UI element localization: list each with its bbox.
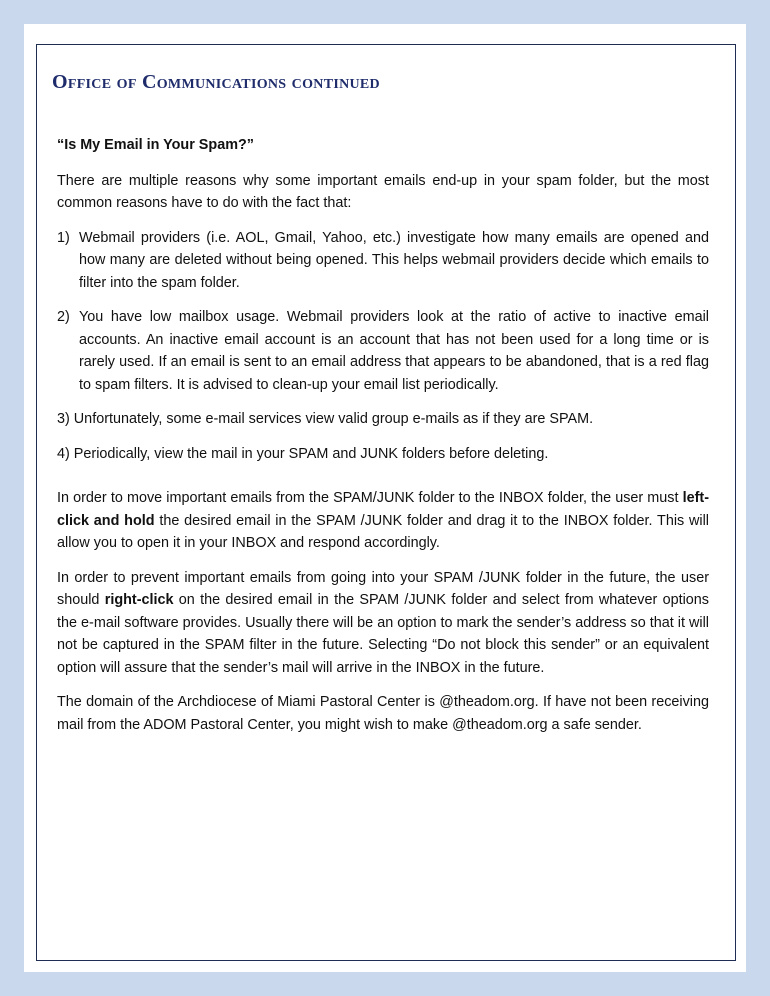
list-number: 1)	[57, 229, 70, 246]
move-bold-term: left-click and hold	[57, 490, 709, 529]
list-number: 2)	[57, 309, 70, 325]
intro-paragraph: There are multiple reasons why some important emails end-up in your spam folder, but the most common reasons have to do with the fact that:	[57, 172, 709, 211]
prevent-text-end: on the desired email in the SPAM /JUNK folder and select from whatever options the e-mail software provides. Usually there will be an option to mark the sender’s address so that it will not be captured in the SPAM filter in the future. Selecting “Do not block this sender” or an equivalent option will assure that the sender’s mail will arrive in the INBOX in the future.	[57, 592, 710, 676]
list-text: Webmail providers (i.e. AOL, Gmail, Yahoo, etc.) investigate how many emails are opened and how many are deleted without being opened. This helps webmail providers decide which emails to filter into the spam folder.	[79, 229, 709, 291]
page-title: Office of Communications continued	[52, 71, 380, 93]
list-item-3: 3) Unfortunately, some e-mail services view valid group e-mails as if they are SPAM.	[57, 411, 594, 427]
list-item	[57, 227, 709, 295]
section-heading: “Is My Email in Your Spam?”	[57, 137, 254, 153]
move-text-start: In order to move important emails from the SPAM/JUNK folder to the INBOX folder, the user must	[57, 490, 683, 506]
domain-paragraph: The domain of the Archdiocese of Miami Pastoral Center is @theadom.org. If have not been receiving mail from the ADOM Pastoral Center, you might wish to make @theadom.org a safe sender.	[57, 694, 709, 733]
prevent-bold-term: right-click	[104, 592, 174, 608]
article-body	[57, 134, 709, 748]
prevent-spam-paragraph	[57, 567, 709, 680]
list-text: You have low mailbox usage. Webmail providers look at the ratio of active to inactive email accounts. An inactive email account is an account that has not been used for a long time or is rarely used. If an email is sent to an email address that appears to be abandoned, that is a red flag to spam filters. It is advised to clean-up your email list periodically.	[79, 309, 709, 393]
list-item-4: 4) Periodically, view the mail in your SPAM and JUNK folders before deleting.	[57, 445, 549, 462]
move-email-paragraph	[57, 487, 709, 555]
prevent-text-start: In order to prevent important emails from going into your SPAM /JUNK folder in the future, the user should	[57, 569, 709, 608]
move-text-end: the desired email in the SPAM /JUNK folder and drag it to the INBOX folder. This will allow you to open it in your INBOX and respond accordingly.	[57, 512, 709, 551]
list-item	[57, 306, 709, 396]
